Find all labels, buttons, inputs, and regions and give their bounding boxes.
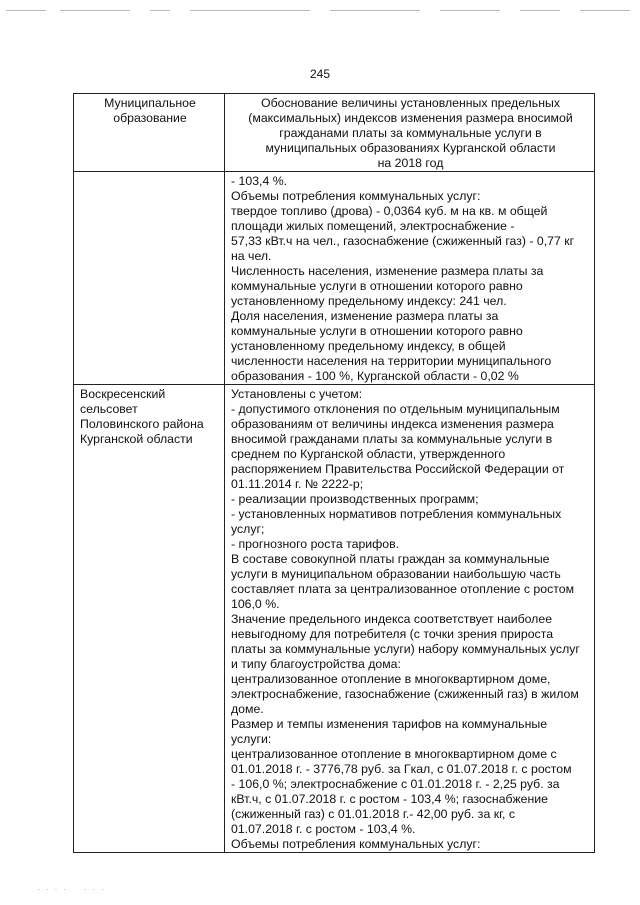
header-municipality: Муниципальное образование <box>74 94 225 172</box>
municipality-cell: Воскресенский сельсовет Половинского района Курганской области <box>74 385 225 853</box>
header-justification: Обоснование величины установленных предельных (максимальных) индексов изменения размера вносимой гражданами платы за коммунальные услуги в муниципальных образованиях Курганской области на 2018 год <box>225 94 595 172</box>
table-header-row <box>74 94 595 172</box>
table-row <box>74 172 595 385</box>
justification-table <box>73 93 595 853</box>
scan-bottom-noise: . . . . . . . <box>38 883 106 892</box>
table-row <box>74 385 595 853</box>
justification-cell: - 103,4 %. Объемы потребления коммунальных услуг: твердое топливо (дрова) - 0,0364 куб. м на кв. м общей площади жилых помещений, электроснабжение - 57,33 кВт.ч на чел., газоснабжение (сжиженный газ) - 0,77 кг на чел. Численность населения, изменение размера платы за коммунальные услуги в отношении которого равно установленному предельному индексу: 241 чел. Доля населения, изменение размера платы за коммунальные услуги в отношении которого равно установленному предельному индексу, в общей численности населения на территории муниципального образования - 100 %, Курганской области - 0,02 % <box>225 172 595 385</box>
municipality-cell <box>74 172 225 385</box>
page-number: 245 <box>309 67 331 81</box>
scan-top-rule <box>0 10 640 12</box>
justification-cell: Установлены с учетом: - допустимого отклонения по отдельным муниципальным образованиям от величины индекса изменения размера вносимой гражданами платы за коммунальные услуги в среднем по Курганской области, утвержденного распоряжением Правительства Российской Федерации от 01.11.2014 г. № 2222-р; - реализации производственных программ; - установленных нормативов потребления коммунальных услуг; - прогнозного роста тарифов. В составе совокупной платы граждан за коммунальные услуги в муниципальном образовании наибольшую часть составляет плата за централизованное отопление с ростом 106,0 %. Значение предельного индекса соответствует наиболее невыгодному для потребителя (с точки зрения прироста платы за коммунальные услуги) набору коммунальных услуг и типу благоустройства дома: централизованное отопление в многоквартирном доме, электроснабжение, газоснабжение (сжиженный газ) в жилом доме. Размер и темпы изменения тарифов на коммунальные услуги: централизованное отопление в многоквартирном доме с 01.01.2018 г. - 3776,78 руб. за Гкал, с 01.07.2018 г. с ростом - 106,0 %; электроснабжение с 01.01.2018 г. - 2,25 руб. за кВт.ч, с 01.07.2018 г. с ростом - 103,4 %; газоснабжение (сжиженный газ) с 01.01.2018 г.- 42,00 руб. за кг, с 01.07.2018 г. с ростом - 103,4 %. Объемы потребления коммунальных услуг: <box>225 385 595 853</box>
